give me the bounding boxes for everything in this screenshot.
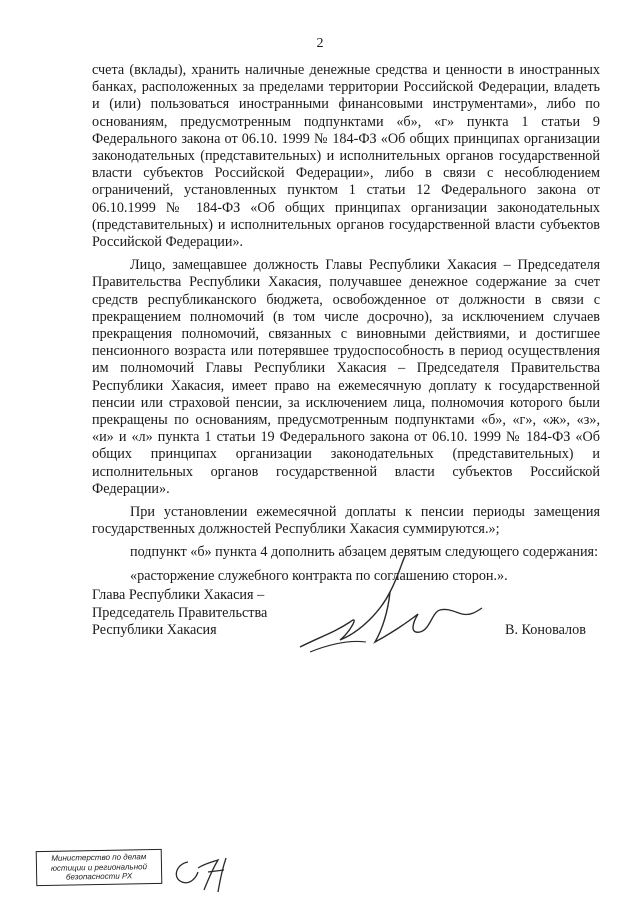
paragraph-head-eligibility: Лицо, замещавшее должность Главы Республики Хакасия – Председателя Правительства Республики Хакасия, получавшее денежное содержание за счет средств республиканского бюджета, освобожденное от должности в связи с прекращением полномочий (в том числе досрочно), за исключением случаев прекращения полномочий, связанных с виновными действиями, и достигшее пенсионного возраста или потерявшее трудоспособность в период осуществления им полномочий Главы Республики Хакасия – Председателя Правительства Республики Хакасия, имеет право на ежемесячную доплату к государственной пенсии или страховой пенсии, за исключением лица, полномочия которого были прекращены по основаниям, предусмотренным подпунктами «б», «г», «ж», «з», «и» и «л» пункта 1 статьи 19 Федерального закона от 06.10. 1999 № 184-ФЗ «Об общих принципах организации законодательных (представительных) и исполнительных органов государственной власти субъектов Российской Федерации». xyxy=(92,257,600,497)
stamp-line: безопасности РХ xyxy=(65,871,133,882)
signatory-title-line: Глава Республики Хакасия – xyxy=(92,587,265,603)
handwritten-initials xyxy=(168,848,248,894)
signatory-title-line: Республики Хакасия xyxy=(92,622,217,638)
handwritten-signature xyxy=(290,552,490,662)
registration-stamp xyxy=(36,849,163,886)
paragraph-contract-termination: «расторжение служебного контракта по соглашению сторон.». xyxy=(130,567,508,584)
paragraph-continuation: счета (вклады), хранить наличные денежные средства и ценности в иностранных банках, расположенных за пределами территории Российской Федерации, владеть и (или) пользоваться иностранными финансовыми инструментами», либо по основаниям, предусмотренным подпунктами «б», «г» пункта 1 статьи 9 Федерального закона от 06.10. 1999 № 184-ФЗ «Об общих принципах организации законодательных (представительных) и исполнительных органов государственной власти субъектов Российской Федерации», либо в связи с несоблюдением ограничений, установленных пунктом 1 статьи 12 Федерального закона от 06.10.1999 № 184-ФЗ «Об общих принципах организации законодательных (представительных) и исполнительных органов государственной власти субъектов Российской Федерации». xyxy=(92,62,600,251)
document-body xyxy=(92,62,600,585)
page-number: 2 xyxy=(316,36,324,51)
signatory-title xyxy=(92,587,267,640)
signatory-title-line: Председатель Правительства xyxy=(92,604,268,621)
signatory-name: В. Коновалов xyxy=(505,622,586,638)
paragraph-periods-summation: При установлении ежемесячной доплаты к пенсии периоды замещения государственных должностей Республики Хакасия суммируются.»; xyxy=(92,504,600,538)
stamp-line: Министерство по делам xyxy=(51,852,147,863)
paragraph-subpoint-amendment: подпункт «б» пункта 4 дополнить абзацем девятым следующего содержания: xyxy=(130,544,599,561)
stamp-line: юстиции и региональной xyxy=(50,861,148,873)
